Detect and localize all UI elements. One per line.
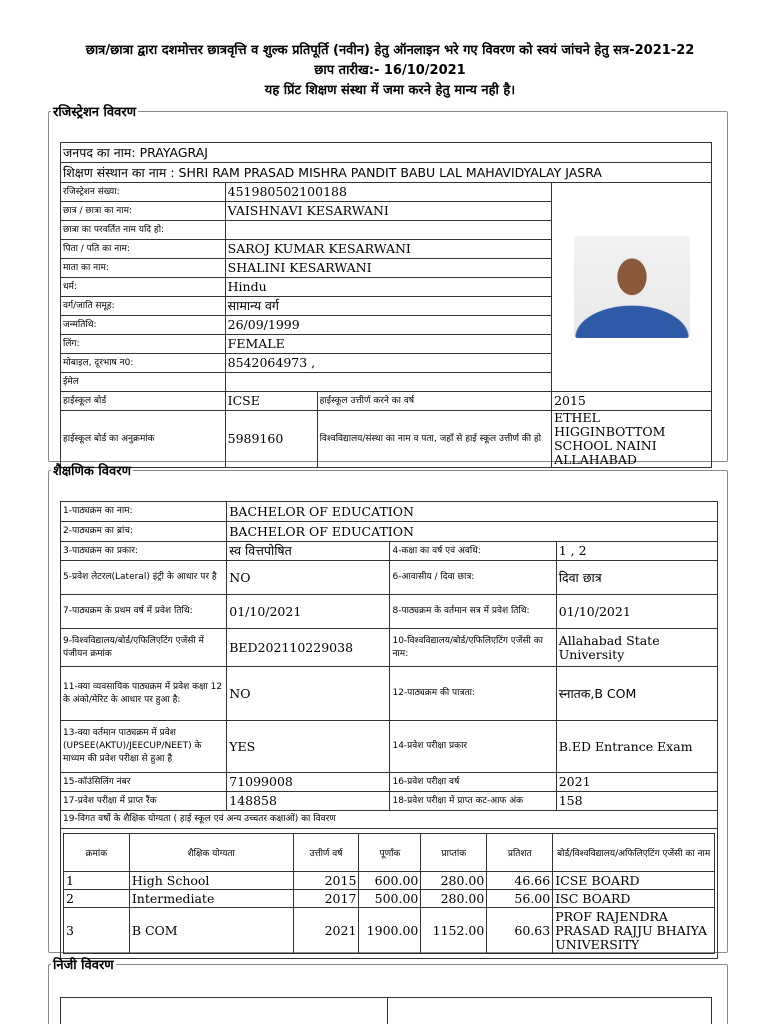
cell: 500.00 [359, 890, 421, 908]
entrance-exam-type: B.ED Entrance Exam [556, 721, 717, 773]
cell: High School [129, 872, 293, 890]
print-notice: यह प्रिंट शिक्षण संस्था में जमा करने हेतु मान्य नही है। [264, 83, 516, 98]
academic-table [60, 501, 718, 959]
registration-table [60, 142, 712, 468]
registration-legend: रजिस्ट्रेशन विवरण [53, 105, 137, 120]
field-label: 10-विश्वविद्यालय/बोर्ड/एफिलिएटिंग एजेंसी का नाम: [390, 629, 556, 667]
cell: 280.00 [421, 872, 487, 890]
field-label: 15-कॉउंसिलिंग नंबर [61, 773, 227, 792]
personal-table [60, 997, 712, 1024]
hs-school: ETHEL HIGGINBOTTOM SCHOOL NAINI ALLAHABAD [552, 411, 712, 468]
field-label: 2-पाठ्यक्रम का ब्रांच: [61, 522, 227, 542]
university-registration-number: BED202110229038 [227, 629, 390, 667]
field-label: हाईस्कूल बोर्ड का अनुक्रमांक [61, 411, 226, 468]
first-year-admission-date: 01/10/2021 [227, 595, 390, 629]
father-name: SAROJ KUMAR KESARWANI [225, 240, 551, 259]
table-row [64, 908, 715, 954]
field-label: 16-प्रवेश परीक्षा वर्ष [390, 773, 556, 792]
cell: 2 [64, 890, 130, 908]
course-branch: BACHELOR OF EDUCATION [227, 522, 718, 542]
field-label: विश्वविद्यालय/संस्था का नाम व पता, जहाँ से हाई स्कूल उत्तीर्ण की हो [317, 411, 552, 468]
mobile-number: 8542064973 , [225, 354, 551, 373]
district-name: जनपद का नाम: PRAYAGRAJ [61, 143, 712, 163]
field-label: छात्रा का परवर्तित नाम यदि हो: [61, 221, 226, 240]
field-label: 18-प्रवेश परीक्षा में प्राप्त कट-आफ अंक [390, 792, 556, 811]
mother-name: SHALINI KESARWANI [225, 259, 551, 278]
field-label: पिता / पति का नाम: [61, 240, 226, 259]
field-label: वर्ग/जाति समूह: [61, 297, 226, 316]
cell: 2015 [293, 872, 359, 890]
hs-roll-number: 5989160 [225, 411, 317, 468]
personal-section [48, 955, 728, 1024]
date-of-birth: 26/09/1999 [225, 316, 551, 335]
cell: 280.00 [421, 890, 487, 908]
history-cell [61, 829, 718, 959]
email [225, 373, 551, 392]
cell: ICSE BOARD [553, 872, 715, 890]
col-header: उत्तीर्ण वर्ष [293, 834, 359, 872]
entrance-rank: 148858 [227, 792, 390, 811]
student-photo [574, 236, 690, 338]
field-label: रजिस्ट्रेशन संख्या: [61, 183, 226, 202]
col-header: शैक्षिक योग्यता [129, 834, 293, 872]
cell: 1152.00 [421, 908, 487, 954]
cell: 56.00 [487, 890, 553, 908]
col-header: प्राप्तांक [421, 834, 487, 872]
field-label: 13-क्या वर्तमान पाठ्यक्रम में प्रवेश (UPSEE(AKTU)/JEECUP/NEET) के माध्यम की प्रवेश परीक्षा से हुआ है [61, 721, 227, 773]
personal-legend: निजी विवरण [53, 958, 114, 973]
field-label: मोबाइल, दूरभाष न0: [61, 354, 226, 373]
field-label: 7-पाठ्यक्रम के प्रथम वर्ष में प्रवेश तिथि: [61, 595, 227, 629]
course-eligibility: स्नातक,B COM [556, 667, 717, 721]
cutoff-marks: 158 [556, 792, 717, 811]
cell: Intermediate [129, 890, 293, 908]
table-row [64, 890, 715, 908]
registration-number: 451980502100188 [225, 183, 551, 202]
cell: ISC BOARD [553, 890, 715, 908]
course-name: BACHELOR OF EDUCATION [227, 502, 718, 522]
field-label: जन्मतिथि: [61, 316, 226, 335]
col-header: पूर्णांक [359, 834, 421, 872]
caste-category: सामान्य वर्ग [225, 297, 551, 316]
field-label: छात्र / छात्रा का नाम: [61, 202, 226, 221]
cell: 60.63 [487, 908, 553, 954]
field-label: 12-पाठ्यक्रम की पात्रता: [390, 667, 556, 721]
header-title: छात्र/छात्रा द्वारा दशमोत्तर छात्रवृत्ति व शुल्क प्रतिपूर्ति (नवीन) हेतु ऑनलाइन भरे गए विवरण को स्वयं जांचने हेतु सत्र-2021-22 [85, 43, 695, 58]
student-name: VAISHNAVI KESARWANI [225, 202, 551, 221]
academic-section [48, 461, 728, 953]
history-label: 19-विगत वर्षो के शैक्षिक योग्यता ( हाई स्कूल एवं अन्य उच्चतर कक्षाओं) का विवरण [61, 811, 718, 829]
cell: B COM [129, 908, 293, 954]
field-label: 5-प्रवेश लेटरल(Lateral) इंट्री के आधार पर है [61, 561, 227, 595]
changed-name [225, 221, 551, 240]
education-history-table [63, 833, 715, 954]
field-label: 1-पाठ्यक्रम का नाम: [61, 502, 227, 522]
field-label: धर्म: [61, 278, 226, 297]
cell: 2017 [293, 890, 359, 908]
course-type: स्व वित्तपोषित [227, 542, 390, 561]
cell: 46.66 [487, 872, 553, 890]
field-label: ईमेल [61, 373, 226, 392]
col-header: प्रतिशत [487, 834, 553, 872]
hs-year: 2015 [552, 392, 712, 411]
counselling-number: 71099008 [227, 773, 390, 792]
field-label: 4-कक्षा का वर्ष एवं अवधि: [390, 542, 556, 561]
religion: Hindu [225, 278, 551, 297]
gender: FEMALE [225, 335, 551, 354]
field-label: 8-पाठ्यक्रम के वर्तमान सत्र में प्रवेश तिथि: [390, 595, 556, 629]
field-label: हाईस्कूल बोर्ड [61, 392, 226, 411]
cell: 2021 [293, 908, 359, 954]
hs-board: ICSE [225, 392, 317, 411]
table-row [64, 872, 715, 890]
field-label: लिंग: [61, 335, 226, 354]
field-label: 17-प्रवेश परीक्षा में प्राप्त रैंक [61, 792, 227, 811]
merit-based-admission: NO [227, 667, 390, 721]
field-label: हाईस्कूल उत्तीर्ण करने का वर्ष [317, 392, 552, 411]
institution-name: शिक्षण संस्थान का नाम : SHRI RAM PRASAD MISHRA PANDIT BABU LAL MAHAVIDYALAY JASRA [61, 163, 712, 183]
print-date: छाप तारीख:- 16/10/2021 [314, 63, 466, 78]
day-scholar: दिवा छात्र [556, 561, 717, 595]
field-label: माता का नाम: [61, 259, 226, 278]
cell: 1 [64, 872, 130, 890]
field-label: 11-क्या व्यवसायिक पाठ्यक्रम में प्रवेश कक्षा 12 के अंको/मेरिट के आधार पर हुआ है: [61, 667, 227, 721]
cell: 3 [64, 908, 130, 954]
field-label: 6-आवासीय / दिवा छात्र: [390, 561, 556, 595]
col-header: क्रमांक [64, 834, 130, 872]
photo-cell [552, 183, 712, 392]
field-label: 14-प्रवेश परीक्षा प्रकार [390, 721, 556, 773]
lateral-entry: NO [227, 561, 390, 595]
university-name: Allahabad State University [556, 629, 717, 667]
cell: PROF RAJENDRA PRASAD RAJJU BHAIYA UNIVERSITY [553, 908, 715, 954]
field-label: 9-विश्वविद्यालय/बोर्ड/एफिलिएटिंग एजेंसी में पंजीयन क्रमांक [61, 629, 227, 667]
cell: 1900.00 [359, 908, 421, 954]
entrance-exam-year: 2021 [556, 773, 717, 792]
col-header: बोर्ड/विश्वविद्यालय/अफिलिएटिंग एजेंसी का नाम [553, 834, 715, 872]
registration-section [48, 102, 728, 467]
academic-legend: शैक्षणिक विवरण [53, 464, 131, 479]
cell: 600.00 [359, 872, 421, 890]
current-session-admission-date: 01/10/2021 [556, 595, 717, 629]
field-label: 3-पाठ्यक्रम का प्रकार: [61, 542, 227, 561]
class-year: 1 , 2 [556, 542, 717, 561]
entrance-exam-admission: YES [227, 721, 390, 773]
column-divider [387, 998, 388, 1024]
